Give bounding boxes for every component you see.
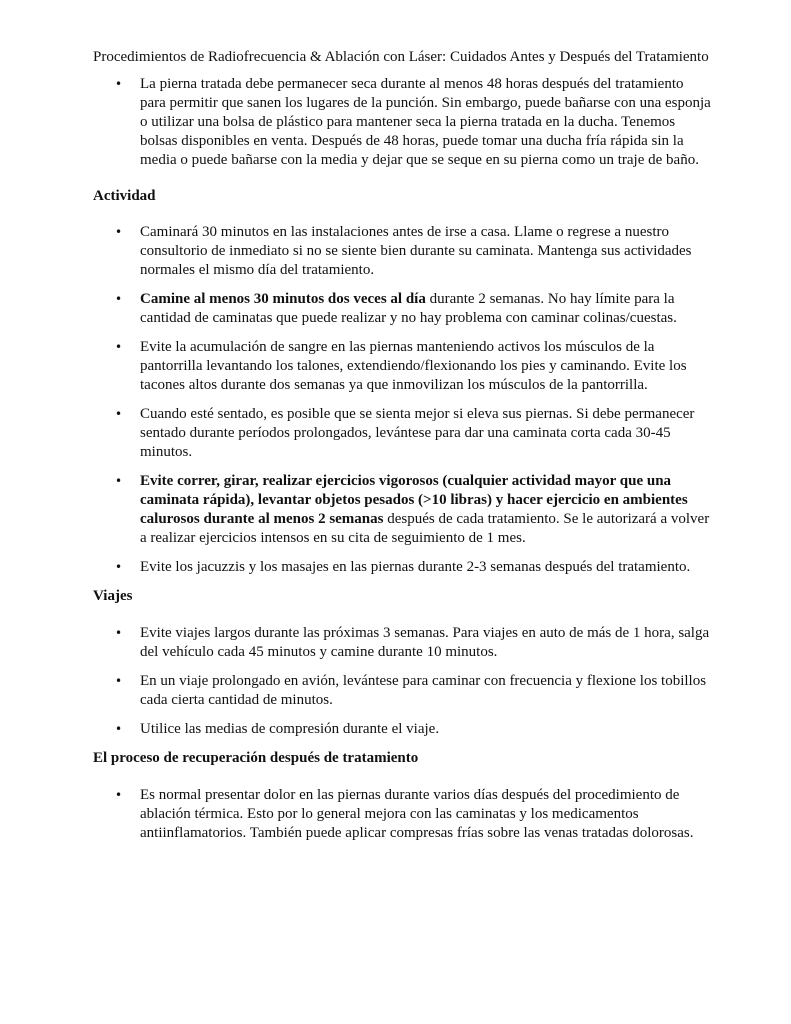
- list-item-text-normal: después de cada tratamiento. Se le autorizará a volver a realizar ejercicios intensos en su cita de seguimiento de 1 mes.: [140, 511, 710, 546]
- list-item: [93, 472, 713, 548]
- list-item-text-normal: durante 2 semanas. No hay límite para la cantidad de caminatas que puede realizar y no hay problema con caminar colinas/cuestas.: [140, 291, 677, 326]
- list-item-text-bold: Camine al menos 30 minutos dos veces al día: [140, 291, 426, 307]
- list-item: [93, 338, 713, 395]
- list-item-text: [140, 558, 713, 577]
- list-item: [93, 223, 713, 280]
- list-item: [93, 720, 713, 739]
- list-item: [93, 290, 713, 328]
- list-item-text-normal: Cuando esté sentado, es posible que se sienta mejor si eleva sus piernas. Si debe permanecer sentado durante períodos prolongados, levántese para dar una caminata corta cada 30-45 minutos.: [140, 406, 695, 460]
- list-item: [93, 624, 713, 662]
- list-item-text-normal: Evite la acumulación de sangre en las piernas manteniendo activos los músculos de la pantorrilla levantando los talones, extendiendo/flexionando los pies y caminando. Evite los tacones altos durante dos semanas ya que inmovilizan los músculos de la pantorrilla.: [140, 339, 687, 393]
- list-item-text: • La pierna tratada debe permanecer seca durante al menos 48 horas después del tratamiento para permitir que sanen los lugares de la punción. Sin embargo, puede bañarse con una esponja o utilizar una bolsa de plástico para mantener seca la pierna tratada en la ducha. Tenemos bolsas disponibles en venta. Después de 48 horas, puede tomar una ducha fría rápida sin la media o puede bañarse con la media y dejar que se seque en su pierna como un traje de baño.: [140, 76, 711, 168]
- section-heading-actividad: Actividad: [93, 188, 156, 204]
- list-item: [93, 786, 713, 843]
- list-item-text: [140, 472, 713, 548]
- list-item: [93, 405, 713, 462]
- section-heading-viajes: Viajes: [93, 588, 133, 604]
- recuperacion-list: [93, 786, 713, 843]
- viajes-list: [93, 624, 713, 739]
- list-item-text: • En un viaje prolongado en avión, levántese para caminar con frecuencia y flexione los tobillos cada cierta cantidad de minutos.: [140, 673, 707, 708]
- list-item: [93, 558, 713, 577]
- intro-list: [93, 75, 713, 170]
- list-item-text-normal: Evite los jacuzzis y los masajes en las piernas durante 2-3 semanas después del tratamiento.: [140, 559, 691, 575]
- list-item-text: [140, 223, 713, 280]
- list-item-text-normal: Caminará 30 minutos en las instalaciones antes de irse a casa. Llame o regrese a nuestro consultorio de inmediato si no se siente bien durante su caminata. Mantenga sus actividades normales el mismo día del tratamiento.: [140, 224, 692, 278]
- list-item-text: [140, 405, 713, 462]
- list-item-text: • Evite viajes largos durante las próximas 3 semanas. Para viajes en auto de más de 1 hora, salga del vehículo cada 45 minutos y camine durante 10 minutos.: [140, 625, 710, 660]
- list-item-text: • Utilice las medias de compresión durante el viaje.: [140, 721, 440, 737]
- document-page: [93, 48, 713, 843]
- actividad-list: [93, 223, 713, 577]
- document-title: Procedimientos de Radiofrecuencia & Ablación con Láser: Cuidados Antes y Después del Tratamiento: [93, 49, 709, 65]
- list-item-text-bold: Evite correr, girar, realizar ejercicios vigorosos (cualquier actividad mayor que una caminata rápida), levantar objetos pesados (>10 libras) y hacer ejercicio en ambientes calurosos durante al menos 2 semanas: [140, 473, 688, 527]
- list-item-text: [140, 290, 713, 328]
- list-item: [93, 672, 713, 710]
- section-heading-recuperacion: El proceso de recuperación después de tratamiento: [93, 750, 419, 766]
- list-item-text: • Es normal presentar dolor en las piernas durante varios días después del procedimiento de ablación térmica. Esto por lo general mejora con las caminatas y los medicamentos antiinflamatorios. También puede aplicar compresas frías sobre las venas tratadas dolorosas.: [140, 787, 694, 841]
- list-item: [93, 75, 713, 170]
- list-item-text: [140, 338, 713, 395]
